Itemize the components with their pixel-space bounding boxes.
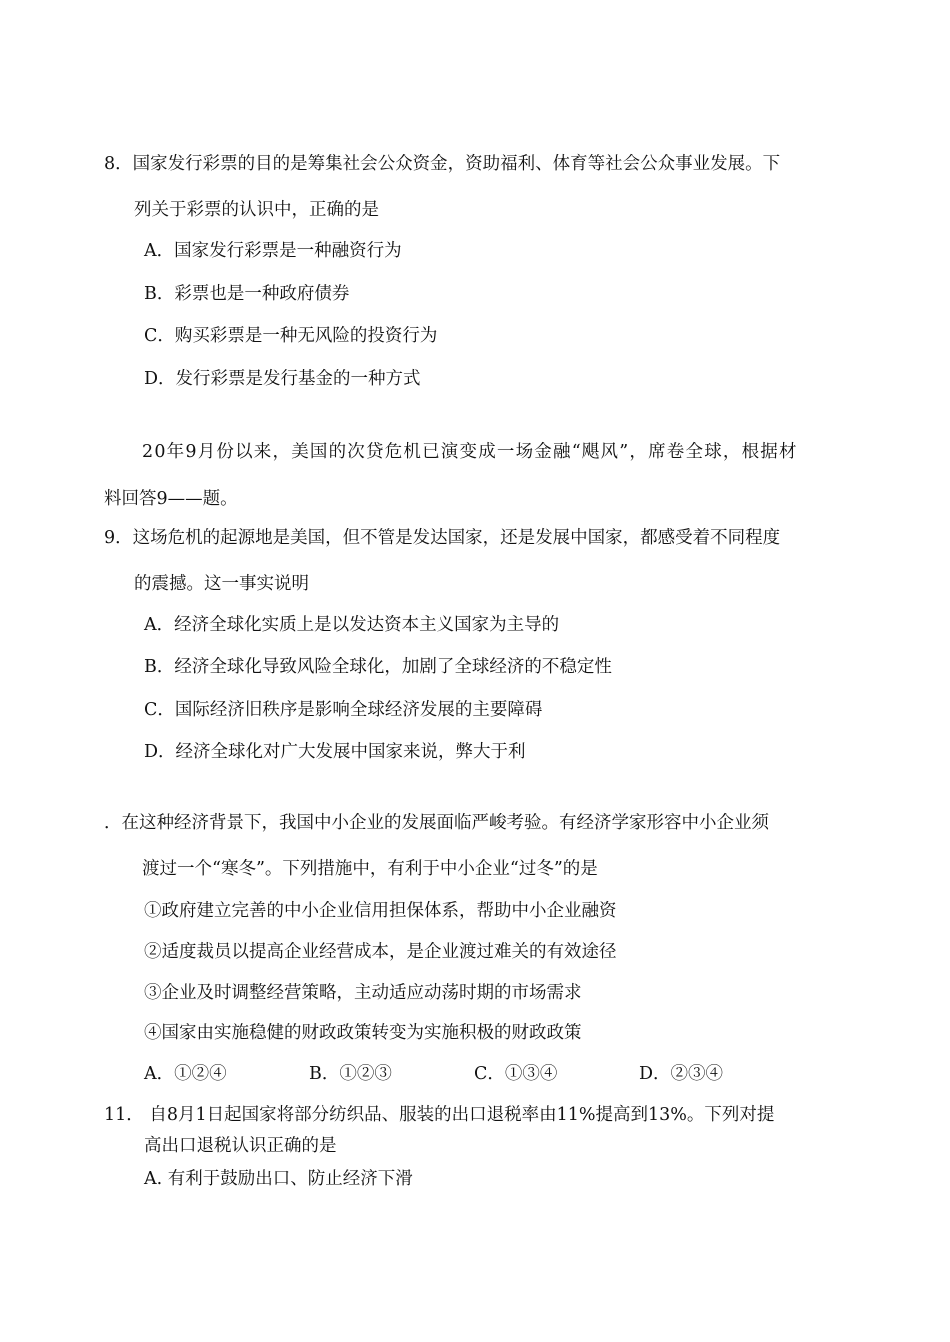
question-9-option-c: C．国际经济旧秩序是影响全球经济发展的主要障碍 xyxy=(144,700,543,720)
question-10-item-3: ③企业及时调整经营策略，主动适应动荡时期的市场需求 xyxy=(144,983,582,1003)
question-10-stem-line2: 渡过一个“寒冬”。下列措施中，有利于中小企业“过冬”的是 xyxy=(142,859,598,879)
question-11-stem-line1: 11． 自8月1日起国家将部分纺织品、服装的出口退税率由11%提高到13%。下列对提 xyxy=(104,1105,775,1125)
material-line1: 20年9月份以来，美国的次贷危机已演变成一场金融“飓风”，席卷全球，根据材 xyxy=(142,442,798,462)
question-10-option-b: B．①②③ xyxy=(309,1064,392,1084)
question-10-item-4: ④国家由实施稳健的财政政策转变为实施积极的财政政策 xyxy=(144,1023,582,1043)
question-10-item-1: ①政府建立完善的中小企业信用担保体系，帮助中小企业融资 xyxy=(144,901,617,921)
question-8-option-d: D．发行彩票是发行基金的一种方式 xyxy=(144,369,421,389)
question-8-stem-line1: 8．国家发行彩票的目的是筹集社会公众资金，资助福利、体育等社会公众事业发展。下 xyxy=(104,154,781,174)
question-9-option-d: D．经济全球化对广大发展中国家来说，弊大于利 xyxy=(144,742,526,762)
question-11-stem-line2: 高出口退税认识正确的是 xyxy=(144,1136,337,1156)
question-10-item-2: ②适度裁员以提高企业经营成本，是企业渡过难关的有效途径 xyxy=(144,942,617,962)
question-10-option-a: A．①②④ xyxy=(144,1064,227,1084)
question-9-stem-line2: 的震撼。这一事实说明 xyxy=(134,574,309,594)
question-11-option-a: A. 有利于鼓励出口、防止经济下滑 xyxy=(144,1169,413,1189)
question-9-option-b: B．经济全球化导致风险全球化，加剧了全球经济的不稳定性 xyxy=(144,657,612,677)
question-8-option-a: A．国家发行彩票是一种融资行为 xyxy=(144,241,402,261)
question-8-option-c: C．购买彩票是一种无风险的投资行为 xyxy=(144,326,438,346)
question-10-option-c: C．①③④ xyxy=(474,1064,558,1084)
question-10-option-d: D．②③④ xyxy=(639,1064,724,1084)
question-9-option-a: A．经济全球化实质上是以发达资本主义国家为主导的 xyxy=(144,615,560,635)
question-9-stem-line1: 9．这场危机的起源地是美国，但不管是发达国家，还是发展中国家，都感受着不同程度 xyxy=(104,528,781,548)
question-10-stem-line1: ．在这种经济背景下，我国中小企业的发展面临严峻考验。有经济学家形容中小企业须 xyxy=(104,813,769,833)
material-line2: 料回答9——题。 xyxy=(104,489,238,509)
question-8-stem-line2: 列关于彩票的认识中，正确的是 xyxy=(134,200,379,220)
question-8-option-b: B．彩票也是一种政府债券 xyxy=(144,284,350,304)
